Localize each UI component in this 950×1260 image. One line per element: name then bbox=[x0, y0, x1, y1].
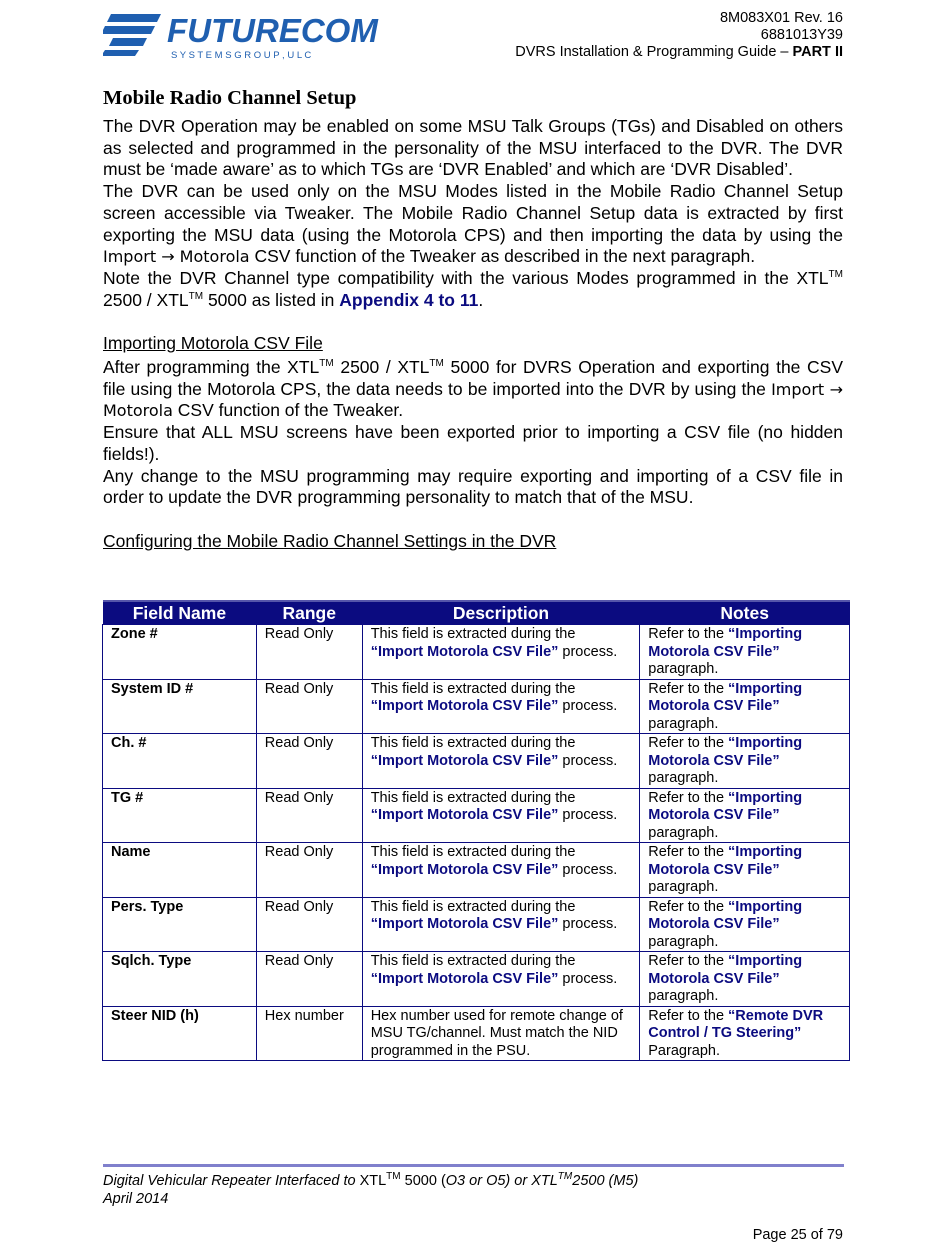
note-text-b: Paragraph. bbox=[648, 1042, 720, 1059]
tm-mark: TM bbox=[828, 269, 843, 281]
desc-text-b: process. bbox=[558, 970, 618, 987]
p2-import-command: Import → Motorola bbox=[103, 247, 250, 267]
cell-field-name: Zone # bbox=[103, 625, 257, 680]
cell-description bbox=[362, 788, 640, 843]
cell-notes bbox=[640, 952, 850, 1007]
paragraph-1: The DVR Operation may be enabled on some MSU Talk Groups (TGs) and Disabled on others as selected and programmed in the personality of the MSU interfaced to the DVR. The DVR must be ‘made aware’ as to which TGs are ‘DVR Enabled’ and which are ‘DVR Disabled’. bbox=[103, 116, 843, 180]
cell-notes bbox=[640, 625, 850, 680]
cell-range: Read Only bbox=[256, 843, 362, 898]
cell-range: Hex number bbox=[256, 1006, 362, 1061]
note-text-a: Refer to the bbox=[648, 735, 729, 751]
cell-description bbox=[362, 843, 640, 898]
desc-text-b: process. bbox=[558, 752, 618, 769]
table-row bbox=[103, 788, 850, 843]
desc-text-b: process. bbox=[558, 807, 618, 823]
table-row bbox=[103, 897, 850, 952]
table-row bbox=[103, 679, 850, 734]
logo-subtitle: S Y S T E M S G R O U P , U L C bbox=[171, 50, 312, 61]
desc-text-a: This field is extracted during the bbox=[370, 680, 576, 697]
part-number: 6881013Y39 bbox=[760, 27, 843, 43]
cell-notes bbox=[640, 679, 850, 734]
header-field-name: Field Name bbox=[103, 601, 257, 625]
footer-date: April 2014 bbox=[103, 1191, 169, 1207]
imp-text-d: CSV function of the Tweaker. bbox=[172, 400, 404, 421]
note-text-a: Refer to the bbox=[648, 626, 729, 642]
cell-notes bbox=[640, 734, 850, 789]
tm-mark: TM bbox=[188, 290, 204, 302]
cell-notes bbox=[640, 788, 850, 843]
p2-text-b: CSV function of the Tweaker as described in the next paragraph. bbox=[249, 246, 756, 267]
footer-text-a: Digital Vehicular Repeater Interfaced to bbox=[103, 1173, 360, 1189]
cell-description bbox=[362, 679, 640, 734]
cell-range: Read Only bbox=[256, 952, 362, 1007]
footer-text-b: XTL bbox=[359, 1173, 387, 1189]
cell-field-name: Name bbox=[103, 843, 257, 898]
note-text-b: paragraph. bbox=[648, 715, 719, 732]
guide-title-text: DVRS Installation & Programming Guide – bbox=[515, 44, 793, 60]
header-notes: Notes bbox=[640, 601, 850, 625]
cell-range: Read Only bbox=[256, 788, 362, 843]
section-title: Mobile Radio Channel Setup bbox=[103, 87, 357, 109]
note-text-b: paragraph. bbox=[648, 770, 719, 786]
desc-text-b: process. bbox=[558, 916, 618, 932]
cell-range: Read Only bbox=[256, 625, 362, 680]
document-header bbox=[515, 10, 843, 61]
note-link[interactable]: “Remote DVR Control / TG Steering” bbox=[648, 1007, 824, 1041]
note-text-b: paragraph. bbox=[648, 824, 719, 841]
note-link[interactable]: “Importing Motorola CSV File” bbox=[648, 680, 803, 714]
page-footer bbox=[103, 1172, 638, 1208]
tm-mark: TM bbox=[386, 1171, 401, 1183]
table-row bbox=[103, 734, 850, 789]
footer-text-c: 5000 ( bbox=[400, 1173, 446, 1189]
note-text-a: Refer to the bbox=[648, 789, 729, 806]
importing-paragraph-1 bbox=[103, 357, 843, 422]
note-link[interactable]: “Importing Motorola CSV File” bbox=[648, 953, 803, 987]
note-text-a: Refer to the bbox=[648, 953, 729, 969]
paragraph-3 bbox=[103, 268, 843, 311]
importing-paragraph-2: Ensure that ALL MSU screens have been exported prior to importing a CSV file (no hidden fields!). bbox=[103, 422, 843, 464]
importing-heading: Importing Motorola CSV File bbox=[103, 333, 323, 354]
cell-field-name: TG # bbox=[103, 788, 257, 843]
cell-description bbox=[362, 897, 640, 952]
cell-field-name: Ch. # bbox=[103, 734, 257, 789]
note-text-b: paragraph. bbox=[648, 879, 719, 895]
cell-notes bbox=[640, 897, 850, 952]
desc-link[interactable]: “Import Motorola CSV File” bbox=[370, 698, 559, 714]
channel-settings-table bbox=[102, 600, 850, 1061]
desc-text-a: This field is extracted during the bbox=[370, 626, 576, 642]
note-link[interactable]: “Importing Motorola CSV File” bbox=[648, 898, 803, 932]
note-link[interactable]: “Importing Motorola CSV File” bbox=[648, 844, 803, 878]
tm-mark: TM bbox=[319, 358, 334, 370]
note-text-a: Refer to the bbox=[648, 898, 729, 915]
imp-text-b: 2500 / XTL bbox=[333, 357, 430, 378]
tm-mark: TM bbox=[557, 1171, 573, 1183]
note-text-b: paragraph. bbox=[648, 661, 719, 677]
guide-part: PART II bbox=[792, 44, 843, 60]
footer-text-e: ) or XTL bbox=[505, 1173, 558, 1189]
cell-notes bbox=[640, 1006, 850, 1061]
imp-text-c: 5000 for DVRS Operation and exporting the CSV file using the Motorola CPS, the data needs to be imported into the DVR by using the bbox=[103, 357, 843, 399]
table-row bbox=[103, 1006, 850, 1061]
logo-wordmark: FUTURECOM bbox=[167, 12, 378, 49]
futurecom-logo-icon bbox=[103, 10, 423, 62]
cell-description bbox=[362, 734, 640, 789]
cell-range: Read Only bbox=[256, 679, 362, 734]
page-number: Page 25 of 79 bbox=[752, 1227, 843, 1243]
table-row bbox=[103, 843, 850, 898]
page-content bbox=[103, 86, 843, 553]
desc-link[interactable]: “Import Motorola CSV File” bbox=[370, 807, 559, 823]
importing-paragraph-3: Any change to the MSU programming may require exporting and importing of a CSV file in order to update the DVR programming personality to match that of the MSU. bbox=[103, 465, 843, 508]
note-link[interactable]: “Importing Motorola CSV File” bbox=[648, 789, 803, 823]
table-row bbox=[103, 625, 850, 680]
footer-text-f: 2500 (M5) bbox=[572, 1173, 639, 1189]
footer-line-1 bbox=[103, 1172, 638, 1190]
p3-text-d: . bbox=[478, 289, 484, 310]
imp-text-a: After programming the XTL bbox=[103, 357, 320, 378]
paragraph-2 bbox=[103, 181, 843, 268]
cell-field-name: Steer NID (h) bbox=[103, 1006, 257, 1061]
note-link[interactable]: “Importing Motorola CSV File” bbox=[648, 626, 803, 660]
config-heading: Configuring the Mobile Radio Channel Settings in the DVR bbox=[103, 530, 557, 551]
cell-description bbox=[362, 625, 640, 680]
tm-mark: TM bbox=[429, 358, 444, 370]
note-text-a: Refer to the bbox=[648, 680, 729, 697]
doc-number: 8M083X01 Rev. 16 bbox=[719, 10, 843, 26]
cell-field-name: System ID # bbox=[103, 679, 257, 734]
desc-text-a: This field is extracted during the bbox=[370, 789, 576, 806]
cell-description bbox=[362, 952, 640, 1007]
cell-field-name: Sqlch. Type bbox=[103, 952, 257, 1007]
note-text-b: paragraph. bbox=[648, 988, 719, 1004]
cell-range: Read Only bbox=[256, 897, 362, 952]
footer-text-d: O3 or O5 bbox=[445, 1173, 506, 1189]
note-text-b: paragraph. bbox=[648, 933, 719, 950]
company-logo bbox=[103, 10, 423, 62]
guide-title bbox=[515, 44, 843, 61]
desc-text-b: process. bbox=[558, 861, 618, 878]
desc-link[interactable]: “Import Motorola CSV File” bbox=[370, 916, 559, 932]
p3-text-b: 2500 / XTL bbox=[103, 289, 189, 310]
header-description: Description bbox=[362, 601, 640, 625]
p3-text-a: Note the DVR Channel type compatibility with the various Modes programmed in the XTL bbox=[103, 267, 829, 288]
desc-text-a: This field is extracted during the bbox=[370, 953, 576, 969]
note-text-a: Refer to the bbox=[648, 844, 729, 860]
cell-description bbox=[362, 1006, 640, 1061]
desc-link[interactable]: “Import Motorola CSV File” bbox=[370, 970, 559, 987]
appendix-link[interactable]: Appendix 4 to 11 bbox=[339, 289, 479, 310]
header-range: Range bbox=[256, 601, 362, 625]
cell-range: Read Only bbox=[256, 734, 362, 789]
note-link[interactable]: “Importing Motorola CSV File” bbox=[648, 735, 803, 769]
table-row bbox=[103, 952, 850, 1007]
desc-link[interactable]: “Import Motorola CSV File” bbox=[370, 752, 559, 769]
desc-text-a: Hex number used for remote change of MSU TG/channel. Must match the NID programmed in the PSU. bbox=[370, 1007, 623, 1059]
imp-import-command: Import → Motorola bbox=[103, 379, 844, 421]
note-text-a: Refer to the bbox=[648, 1007, 729, 1024]
cell-notes bbox=[640, 843, 850, 898]
desc-text-a: This field is extracted during the bbox=[370, 735, 576, 751]
table-header-row bbox=[103, 601, 850, 625]
desc-text-a: This field is extracted during the bbox=[370, 844, 576, 860]
desc-text-b: process. bbox=[558, 698, 618, 714]
p2-text-a: The DVR can be used only on the MSU Modes listed in the Mobile Radio Channel Setup screen accessible via Tweaker. The Mobile Radio Channel Setup data is extracted by first exporting the MSU data (using the Motorola CPS) and then importing the data by using the bbox=[103, 181, 843, 245]
desc-text-a: This field is extracted during the bbox=[370, 898, 576, 915]
desc-link[interactable]: “Import Motorola CSV File” bbox=[370, 643, 559, 660]
p3-text-c: 5000 as listed in bbox=[203, 289, 340, 310]
desc-text-b: process. bbox=[558, 643, 618, 660]
footer-divider bbox=[103, 1164, 844, 1167]
cell-field-name: Pers. Type bbox=[103, 897, 257, 952]
desc-link[interactable]: “Import Motorola CSV File” bbox=[370, 861, 559, 878]
